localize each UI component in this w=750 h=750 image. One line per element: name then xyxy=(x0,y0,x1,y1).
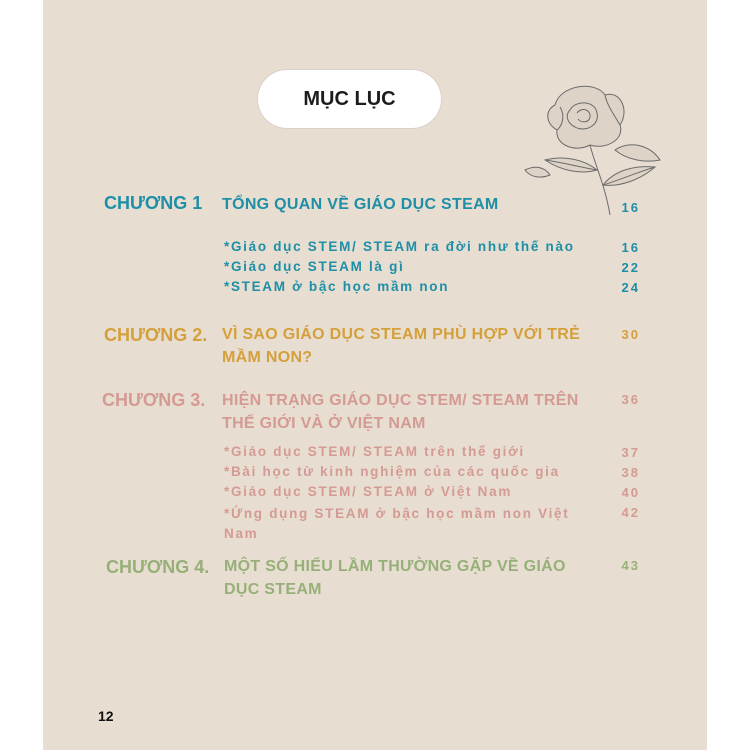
chapter-1-section-3[interactable]: *STEAM ở bậc học mầm non xyxy=(224,279,450,294)
chapter-3-section-4-page: 42 xyxy=(621,505,640,520)
chapter-2-page: 30 xyxy=(621,327,640,342)
page-number: 12 xyxy=(98,708,114,724)
chapter-3-section-3[interactable]: *Giáo dục STEM/ STEAM ở Việt Nam xyxy=(224,484,513,499)
chapter-1-section-1-page: 16 xyxy=(621,240,640,255)
chapter-3-section-1-page: 37 xyxy=(621,445,640,460)
chapter-2-title[interactable]: VÌ SAO GIÁO DỤC STEAM PHÙ HỢP VỚI TRẺ MẦM NON? xyxy=(222,326,581,366)
chapter-1-section-1[interactable]: *Giáo dục STEM/ STEAM ra đời như thế nào xyxy=(224,239,575,254)
chapter-1-section-2-page: 22 xyxy=(621,260,640,275)
chapter-3-section-3-page: 40 xyxy=(621,485,640,500)
chapter-2-label: CHƯƠNG 2. xyxy=(104,325,208,345)
chapter-1-page: 16 xyxy=(621,200,640,215)
chapter-3-label: CHƯƠNG 3. xyxy=(102,390,206,410)
chapter-1-section-2[interactable]: *Giáo dục STEAM là gì xyxy=(224,259,405,274)
chapter-3-title[interactable]: HIỆN TRẠNG GIÁO DỤC STEM/ STEAM TRÊN THẾ GIỚI VÀ Ở VIỆT NAM xyxy=(222,392,579,432)
chapter-3-section-1[interactable]: *Giáo dục STEM/ STEAM trên thế giới xyxy=(224,444,525,459)
chapter-1-label: CHƯƠNG 1 xyxy=(104,193,203,213)
toc-title: MỤC LỤC xyxy=(258,70,441,128)
chapter-3-section-2-page: 38 xyxy=(621,465,640,480)
chapter-1-section-3-page: 24 xyxy=(621,280,640,295)
chapter-4-page: 43 xyxy=(621,558,640,573)
chapter-3-page: 36 xyxy=(621,392,640,407)
chapter-4-label: CHƯƠNG 4. xyxy=(106,557,210,577)
chapter-3-section-2[interactable]: *Bài học từ kinh nghiệm của các quốc gia xyxy=(224,464,560,479)
chapter-4-title[interactable]: MỘT SỐ HIỂU LẦM THƯỜNG GẶP VỀ GIÁO DỤC STEAM xyxy=(224,558,566,598)
chapter-3-section-4[interactable]: *Ứng dụng STEAM ở bậc học mầm non Việt Nam xyxy=(224,506,570,541)
chapter-1-title[interactable]: TỔNG QUAN VỀ GIÁO DỤC STEAM xyxy=(222,196,499,213)
